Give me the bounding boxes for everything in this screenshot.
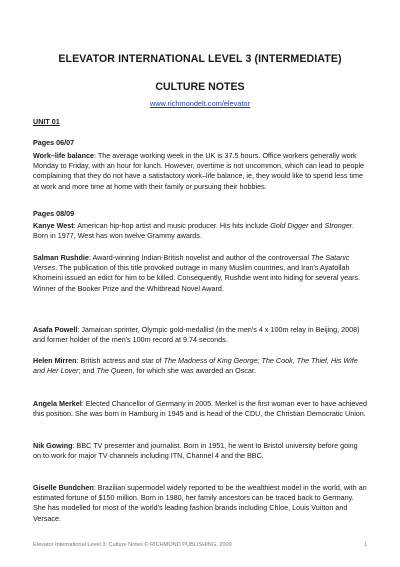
entry-term: Nik Gowing (33, 441, 73, 450)
entry-text: : The average working week in the UK is 37.5 hours. Office workers generally work Monday to Friday, with an hour for lunch. However, overtime is not uncommon, which can lead to people complaining that they do not have a satisfactory work–life balance, ie, they would like to spend less time at work and more time at home with their family or pursuing their hobbies. (33, 151, 365, 191)
page-footer (33, 542, 367, 548)
entry-salman-rushdie (33, 253, 367, 294)
entry-text: . The publication of this title provoked outrage in many Muslim countries, and Iran's Ayatollah Khomeini issued an edict for him to be killed. Consequently, Rushdie went into hiding for several years. Winner of the Booker Prize and the Whitbread Novel Award. (33, 263, 361, 293)
entry-helen-mirren (33, 356, 367, 376)
entry-title-italic: Gold Digger (270, 221, 309, 230)
entry-nik-gowing (33, 441, 367, 461)
entry-angela-merkel (33, 399, 367, 419)
entry-term: Giselle Bundchen (33, 483, 94, 492)
entry-term: Kanye West (33, 221, 74, 230)
document-subtitle: CULTURE NOTES (155, 81, 245, 93)
entry-text: , for which she was awarded an Oscar. (132, 366, 256, 376)
document-title: ELEVATOR INTERNATIONAL LEVEL 3 (INTERMEDIATE) (58, 53, 342, 65)
page-number: 1 (363, 542, 367, 548)
entry-text: : BBC TV presenter and journalist. Born in 1951, he went to Bristol university before going on to work for major TV channels including ITN, Channel 4 and the BBC. (33, 441, 358, 461)
entry-title-italic: Stronger (324, 221, 353, 230)
entry-term: Work–life balance (33, 151, 94, 160)
entry-text: : Elected Chancellor of Germany in 2005. Merkel is the first woman ever to have achieved this position. She was born in Hamburg in 1945 and is head of the CDU, the Christian Democratic Union. (33, 399, 367, 419)
pages-heading-2: Pages 08/09 (33, 209, 75, 218)
entry-text: : American hip-hop artist and music producer. His hits include (73, 221, 271, 230)
pages-heading-1: Pages 06/07 (33, 138, 75, 147)
entry-title-italic: The Queen (96, 366, 133, 376)
footer-copyright: Elevator International Level 3: Culture Notes © RICHMOND PUBLISHING, 2009 (33, 542, 232, 548)
entry-term: Salman Rushdie (33, 253, 89, 262)
entry-title-italic: The Madness of King George; The Cook, The Thief, His Wife and Her Lover (33, 356, 358, 376)
entry-asafa-powell (33, 325, 367, 345)
website-link[interactable]: www.richmondelt.com/elevator (149, 99, 251, 108)
entry-term: Angela Merkel (33, 399, 82, 408)
entry-text: . Born in 1977, West has won twelve Grammy awards. (33, 221, 355, 241)
entry-text: : British actress and star of (76, 356, 164, 365)
unit-heading: UNIT 01 (33, 117, 60, 126)
entry-text: : Jamaican sprinter, Olympic gold-medallist (in the men's 4 x 100m relay in Beijing, 2008) and former holder of the men's 100m record at 9.74 seconds. (33, 325, 360, 345)
entry-giselle-bundchen (33, 483, 367, 524)
entry-term: Helen Mirren (33, 356, 77, 365)
entry-term: Asafa Powell (33, 325, 78, 334)
entry-text: and (308, 221, 325, 230)
entry-work-life-balance (33, 151, 367, 192)
entry-text: : Award-winning Indian-British novelist and author of the controversial (88, 253, 311, 262)
entry-text: : Brazilian supermodel widely reported to be the wealthiest model in the world, with an estimated fortune of $150 million. Born in 1980, her family ancestors can be traced back to Germany. She has modelled for most of the world's leading fashion brands including Chloe, Louis Vuitton and Versace. (33, 483, 367, 523)
entry-title-italic: The Satanic Verses (33, 253, 350, 273)
entry-kanye-west (33, 221, 367, 241)
entry-text: ; and (78, 366, 97, 376)
